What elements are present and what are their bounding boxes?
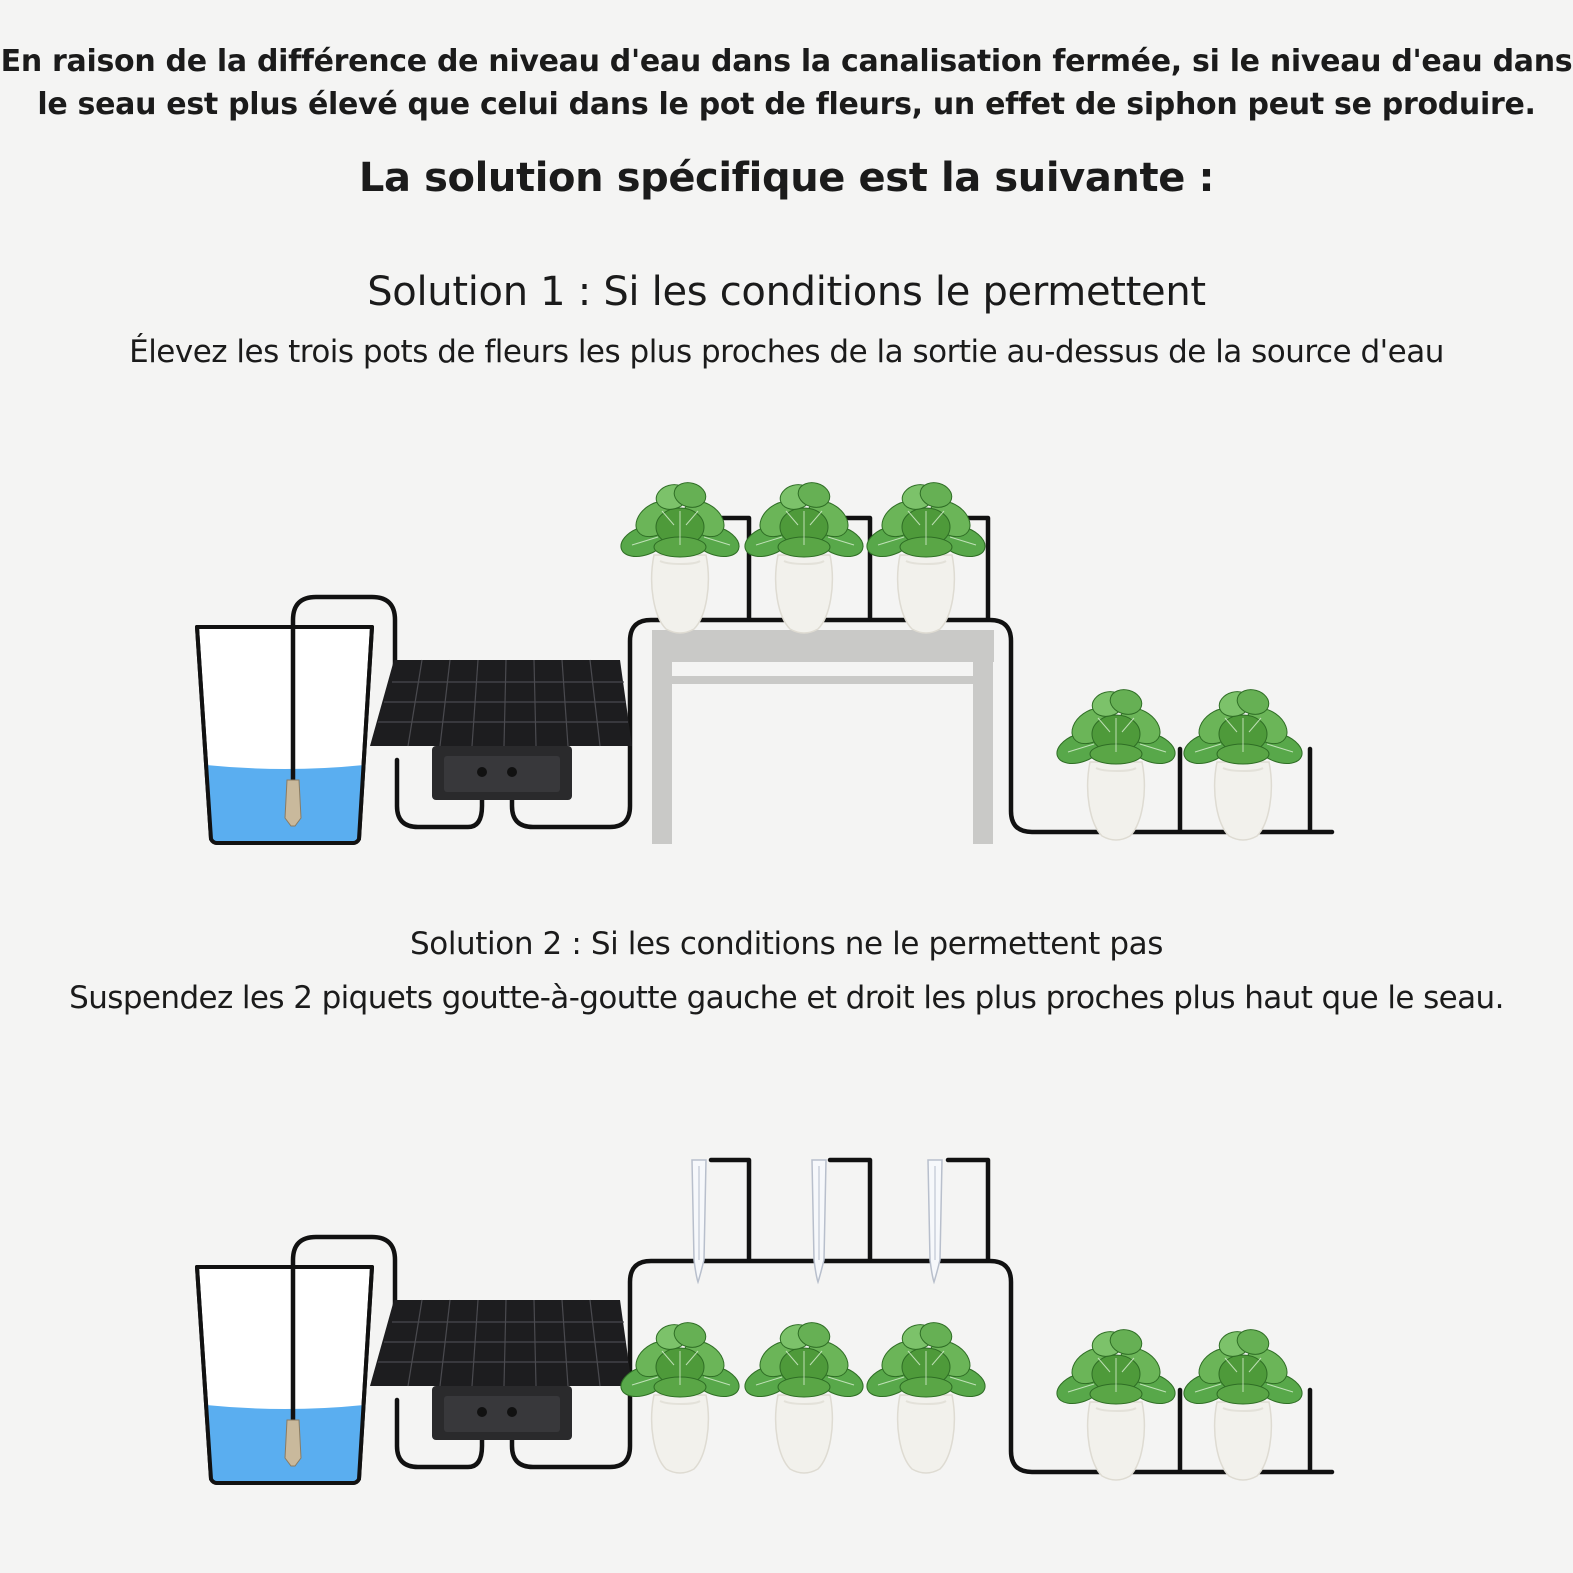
intro-text: En raison de la différence de niveau d'eau dans la canalisation fermée, si le niveau d'eau dans le seau est plus élevé que celui dans le pot de fleurs, un effet de siphon peut se produire. [0, 44, 1573, 122]
plant-pot-icon [741, 479, 868, 633]
solution1-diagram [0, 440, 1573, 860]
solution2-title: Solution 2 : Si les conditions ne le permettent pas [410, 926, 1163, 962]
solar-pump-icon [370, 660, 632, 800]
water-bucket-icon [197, 1267, 372, 1483]
plant-pot-icon [741, 1319, 868, 1473]
solution-heading: La solution spécifique est la suivante : [358, 155, 1215, 201]
solution2-diagram [0, 1140, 1573, 1510]
solar-pump-icon [370, 1300, 632, 1440]
solution1-description: Élevez les trois pots de fleurs les plus proches de la sortie au-dessus de la source d'eau [129, 334, 1444, 370]
table-icon [652, 630, 994, 844]
plant-pot-icon [617, 479, 744, 633]
plant-pot-icon [1180, 686, 1307, 840]
plant-pot-icon [863, 1319, 990, 1473]
solution2-description: Suspendez les 2 piquets goutte-à-goutte gauche et droit les plus proches plus haut que le seau. [69, 980, 1504, 1016]
plant-pot-icon [1180, 1326, 1307, 1480]
drip-stake-icon [692, 1160, 706, 1282]
water-bucket-icon [197, 627, 372, 843]
solution1-title: Solution 1 : Si les conditions le permettent [367, 269, 1206, 315]
plant-pot-icon [1053, 1326, 1180, 1480]
plant-pot-icon [1053, 686, 1180, 840]
drip-stake-icon [812, 1160, 826, 1282]
plant-pot-icon [863, 479, 990, 633]
drip-stake-icon [928, 1160, 942, 1282]
plant-pot-icon [617, 1319, 744, 1473]
